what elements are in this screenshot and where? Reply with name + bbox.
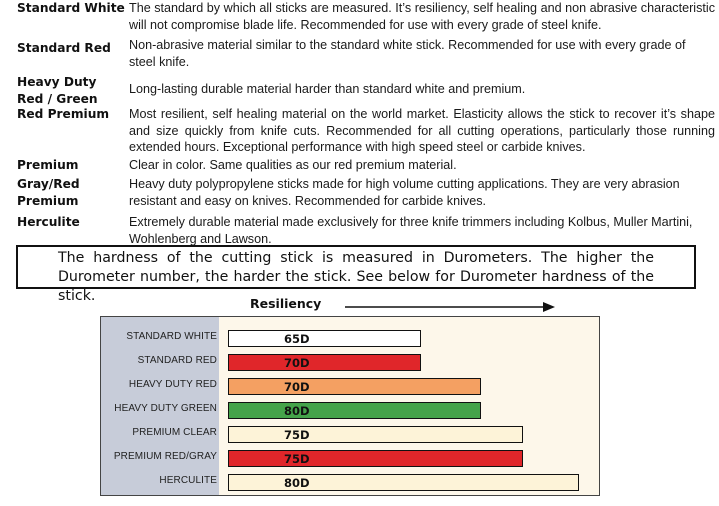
description-premium: Clear in color. Same qualities as our red premium material. bbox=[129, 158, 457, 172]
chart-bar bbox=[228, 426, 523, 443]
description-heavy-duty: Long-lasting durable material harder than standard white and premium. bbox=[129, 82, 526, 96]
term-standard-red: Standard Red bbox=[17, 41, 111, 55]
chart-bar bbox=[228, 402, 481, 419]
chart-row bbox=[101, 399, 599, 421]
chart-bar bbox=[228, 330, 421, 347]
term-heavy-duty-red-green: Heavy Duty Red / Green bbox=[17, 75, 98, 106]
chart-data-label: 80D bbox=[284, 404, 310, 418]
chart-row bbox=[101, 375, 599, 397]
chart-row bbox=[101, 351, 599, 373]
chart-row bbox=[101, 471, 599, 493]
description-standard-white: The standard by which all sticks are measured. It’s resiliency, self healing and non abrasive characteristic will not compromise blade life. Recommended for use with every grade of steel knife. bbox=[129, 1, 715, 32]
description-gray-red-premium: Heavy duty polypropylene sticks made for high volume cutting applications. They are very abrasion resistant and easy on knives. Recommended for carbide knives. bbox=[129, 177, 680, 208]
term-herculite: Herculite bbox=[17, 215, 80, 229]
term-premium: Premium bbox=[17, 158, 79, 172]
description-standard-red: Non-abrasive material similar to the standard white stick. Recommended for use with every grade of steel knife. bbox=[129, 38, 686, 69]
term-red-premium: Red Premium bbox=[17, 107, 110, 121]
chart-bar bbox=[228, 450, 523, 467]
chart-category-label: HEAVY DUTY RED bbox=[128, 379, 217, 390]
durometer-notice: The hardness of the cutting stick is measured in Durometers. The higher the Durometer number, the harder the stick. See below for Durometer hardness of the stick. bbox=[16, 245, 696, 289]
description-herculite: Extremely durable material made exclusively for three knife trimmers including Kolbus, Muller Martini, Wohlenberg and Lawson. bbox=[129, 215, 693, 246]
chart-category-label: PREMIUM RED/GRAY bbox=[113, 451, 217, 462]
term-standard-white: Standard White bbox=[17, 1, 125, 15]
chart-category-label: STANDARD RED bbox=[137, 355, 217, 366]
chart-data-label: 75D bbox=[284, 428, 310, 442]
term-gray-red-premium: Gray/Red Premium bbox=[17, 177, 80, 208]
chart-data-label: 70D bbox=[284, 380, 310, 394]
chart-bar bbox=[228, 474, 579, 491]
chart-category-label: HEAVY DUTY GREEN bbox=[114, 403, 217, 414]
chart-category-label: PREMIUM CLEAR bbox=[132, 427, 217, 438]
chart-row bbox=[101, 423, 599, 445]
chart-data-label: 80D bbox=[284, 476, 310, 490]
chart-category-label: HERCULITE bbox=[159, 475, 217, 486]
description-red-premium: Most resilient, self healing material on the world market. Elasticity allows the stick to recover it’s shape and size quickly from knife cuts. Recommended for all cutting operations, particularly those running extended hours. Exceptional performance with high speed steel or carbide knives. bbox=[129, 107, 715, 154]
chart-row bbox=[101, 327, 599, 349]
chart-category-label: STANDARD WHITE bbox=[126, 331, 217, 342]
resiliency-arrow-icon bbox=[345, 301, 557, 313]
chart-bar bbox=[228, 354, 421, 371]
chart-data-label: 75D bbox=[284, 452, 310, 466]
resiliency-axis-label: Resiliency bbox=[250, 296, 322, 311]
chart-data-label: 65D bbox=[284, 332, 310, 346]
durometer-chart bbox=[100, 316, 600, 496]
chart-bar bbox=[228, 378, 481, 395]
chart-row bbox=[101, 447, 599, 469]
chart-data-label: 70D bbox=[284, 356, 310, 370]
